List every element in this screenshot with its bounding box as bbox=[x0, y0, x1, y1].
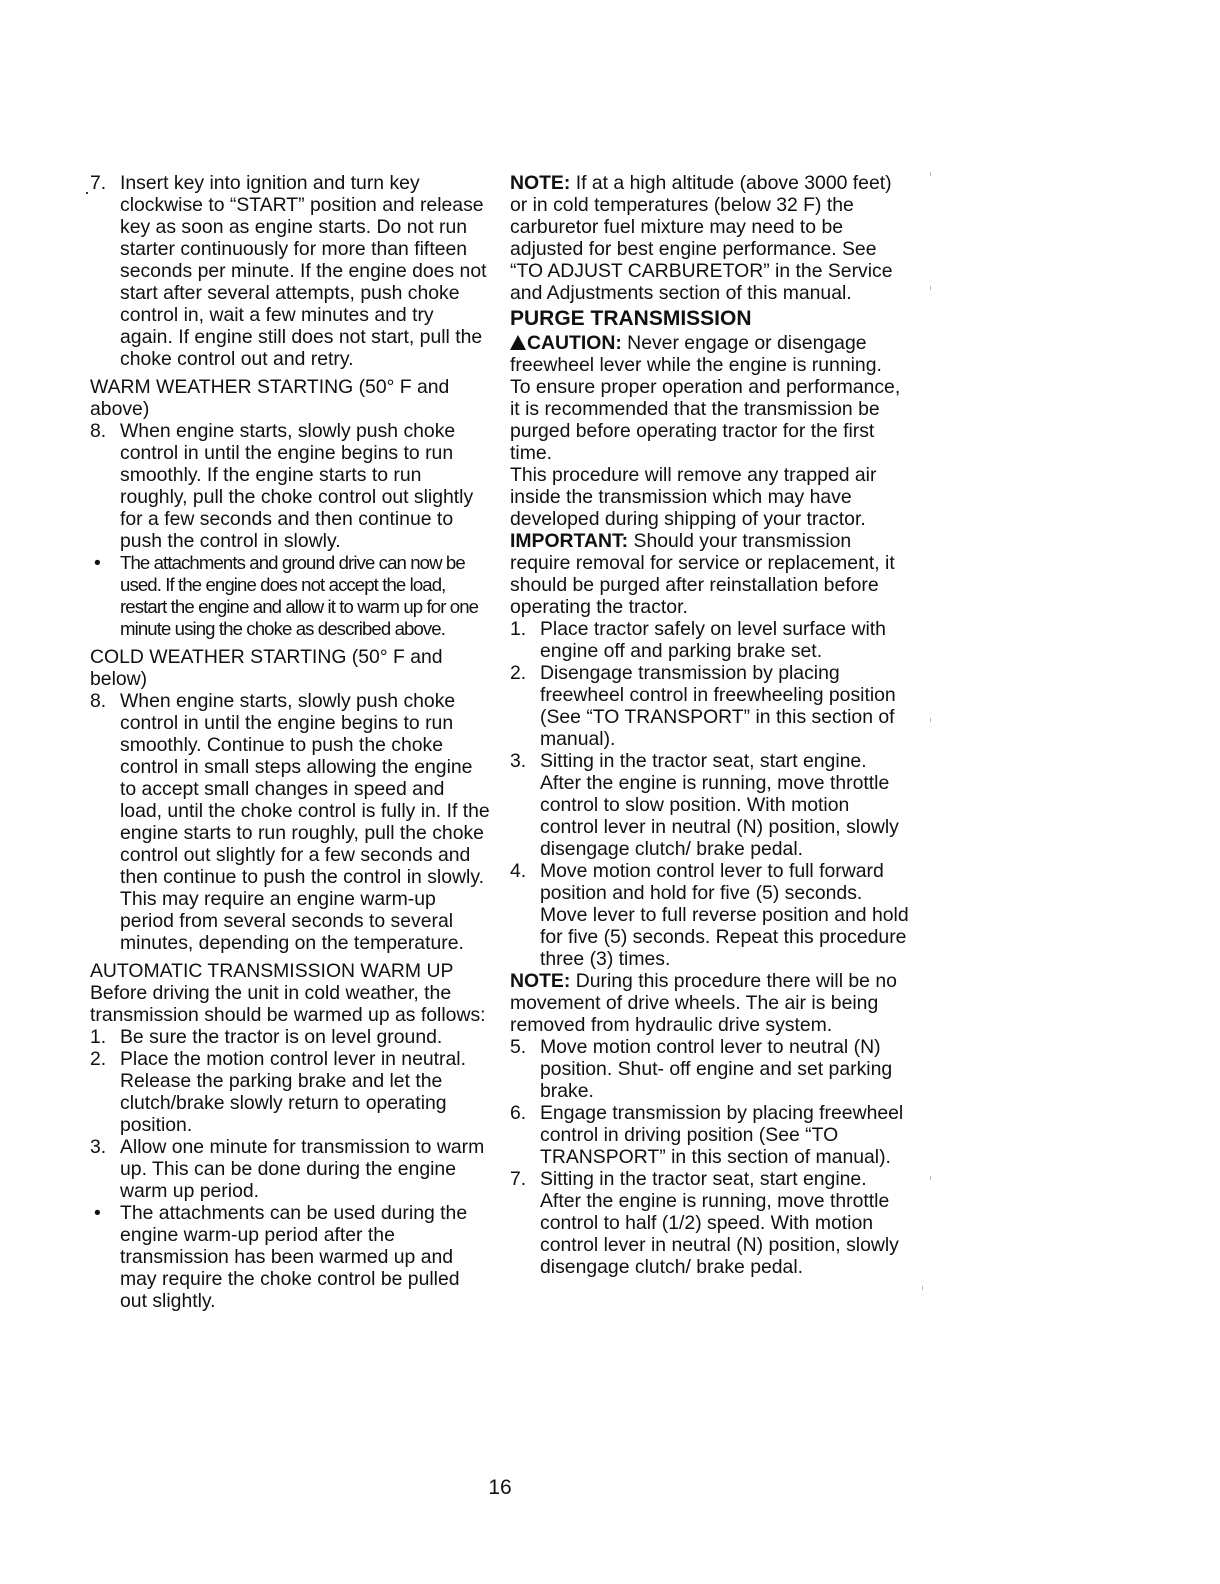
list-item bbox=[510, 618, 910, 662]
bullet-item bbox=[90, 1202, 490, 1312]
item-text: Sitting in the tractor seat, start engine. After the engine is running, move throttle control to half (1/2) speed. With motion control lever in neutral (N) position, slowly disengage clutch/ brake pedal. bbox=[540, 1168, 899, 1278]
section-heading: WARM WEATHER STARTING (50° F and above) bbox=[90, 376, 450, 420]
list-item bbox=[510, 860, 910, 970]
scan-speck bbox=[930, 286, 931, 290]
list-item bbox=[90, 172, 490, 370]
bullet-icon: • bbox=[94, 1202, 101, 1224]
list-item bbox=[90, 1136, 490, 1202]
list-item bbox=[90, 1048, 490, 1136]
item-text: Place the motion control lever in neutral. Release the parking brake and let the clutch/brake slowly return to operating position. bbox=[120, 1048, 466, 1136]
scan-speck bbox=[922, 1286, 923, 1290]
caution-text: Never engage or disengage freewheel lever while the engine is running. bbox=[510, 332, 882, 376]
list-item bbox=[510, 662, 910, 750]
item-text: The attachments and ground drive can now be used. If the engine does not accept the load, restart the engine and allow it to warm up for one minute using the choke as described above. bbox=[120, 552, 479, 639]
item-text: Move motion control lever to neutral (N) position. Shut- off engine and set parking brake. bbox=[540, 1036, 893, 1102]
warning-triangle-icon bbox=[510, 335, 526, 350]
note-paragraph bbox=[510, 970, 910, 1036]
item-number: 8. bbox=[90, 690, 107, 712]
note-label: NOTE: bbox=[510, 172, 571, 194]
section-heading: COLD WEATHER STARTING (50° F and below) bbox=[90, 646, 443, 690]
purge-heading: PURGE TRANSMISSION bbox=[510, 307, 752, 330]
item-number: 8. bbox=[90, 420, 107, 442]
item-number: 6. bbox=[510, 1102, 527, 1124]
important-text: Should your transmission require removal for service or replacement, it should be purged after reinstallation before operating the tractor. bbox=[510, 530, 895, 618]
scan-speck bbox=[930, 172, 931, 176]
note-text: During this procedure there will be no movement of drive wheels. The air is being removed from hydraulic drive system. bbox=[510, 970, 897, 1036]
item-text: The attachments can be used during the engine warm-up period after the transmission has been warmed up and may require the choke control be pulled out slightly. bbox=[120, 1202, 468, 1312]
bullet-item bbox=[90, 552, 490, 640]
item-number: 2. bbox=[510, 662, 527, 684]
item-number: 2. bbox=[90, 1048, 107, 1070]
list-item bbox=[90, 1026, 490, 1048]
item-number: 4. bbox=[510, 860, 527, 882]
paragraph: Before driving the unit in cold weather, the transmission should be warmed up as follows: bbox=[90, 982, 486, 1026]
bullet-icon: • bbox=[94, 552, 101, 574]
item-text: Insert key into ignition and turn key clockwise to “START” position and release key as soon as engine starts. Do not run starter continuously for more than fifteen seconds per minute. If the engine does not start after several attempts, push choke control in, wait a few minutes and try again. If engine still does not start, pull the choke control out and retry. bbox=[120, 172, 487, 370]
item-text: Be sure the tractor is on level ground. bbox=[120, 1026, 443, 1048]
item-text: Place tractor safely on level surface with engine off and parking brake set. bbox=[540, 618, 886, 662]
item-text: Allow one minute for transmission to warm up. This can be done during the engine warm up period. bbox=[120, 1136, 485, 1202]
item-number: 7. bbox=[90, 172, 107, 194]
list-item bbox=[510, 1168, 910, 1278]
item-number: 7. bbox=[510, 1168, 527, 1190]
scan-speck bbox=[930, 718, 931, 722]
scan-speck bbox=[930, 1176, 931, 1180]
item-number: 3. bbox=[510, 750, 527, 772]
list-item bbox=[510, 1102, 910, 1168]
note-paragraph bbox=[510, 172, 910, 304]
stray-mark bbox=[86, 192, 88, 194]
left-column bbox=[90, 172, 490, 1312]
caution-label: CAUTION: bbox=[527, 332, 622, 354]
list-item bbox=[510, 1036, 910, 1102]
paragraph: This procedure will remove any trapped air inside the transmission which may have developed during shipping of your tractor. bbox=[510, 464, 877, 530]
item-text: When engine starts, slowly push choke control in until the engine begins to run smoothly. If the engine starts to run roughly, pull the choke control out slightly for a few seconds and then continue to push the control in slowly. bbox=[120, 420, 474, 552]
item-text: Engage transmission by placing freewheel control in driving position (See “TO TRANSPORT” in this section of manual). bbox=[540, 1102, 904, 1168]
right-column bbox=[510, 172, 910, 1278]
item-text: When engine starts, slowly push choke control in until the engine begins to run smoothly. Continue to push the choke control in small steps allowing the engine to accept small changes in speed and load, until the choke control is fully in. If the engine starts to run roughly, pull the choke control out slightly for a few seconds and then continue to push the control in slowly. This may require an engine warm-up period from several seconds to several minutes, depending on the temperature. bbox=[120, 690, 490, 954]
note-text: If at a high altitude (above 3000 feet) or in cold temperatures (below 32 F) the carburetor fuel mixture may need to be adjusted for best engine performance. See “TO ADJUST CARBURETOR” in the Service and Adjustments section of this manual. bbox=[510, 172, 893, 304]
paragraph: To ensure proper operation and performance, it is recommended that the transmission be purged before operating tractor for the first time. bbox=[510, 376, 901, 464]
caution-paragraph bbox=[510, 332, 910, 376]
item-number: 5. bbox=[510, 1036, 527, 1058]
important-label: IMPORTANT: bbox=[510, 530, 629, 552]
item-number: 1. bbox=[510, 618, 527, 640]
list-item bbox=[510, 750, 910, 860]
note-label: NOTE: bbox=[510, 970, 571, 992]
item-number: 3. bbox=[90, 1136, 107, 1158]
item-text: Disengage transmission by placing freewheel control in freewheeling position (See “TO TRANSPORT” in this section of manual). bbox=[540, 662, 896, 750]
item-text: Sitting in the tractor seat, start engine. After the engine is running, move throttle control to slow position. With motion control lever in neutral (N) position, slowly disengage clutch/ brake pedal. bbox=[540, 750, 899, 860]
section-heading: AUTOMATIC TRANSMISSION WARM UP bbox=[90, 960, 454, 982]
list-item bbox=[90, 420, 490, 552]
important-paragraph bbox=[510, 530, 910, 618]
item-text: Move motion control lever to full forward position and hold for five (5) seconds. Move lever to full reverse position and hold for five (5) seconds. Repeat this procedure three (3) times. bbox=[540, 860, 909, 970]
page-number: 16 bbox=[488, 1476, 512, 1499]
item-number: 1. bbox=[90, 1026, 107, 1048]
list-item bbox=[90, 690, 490, 954]
